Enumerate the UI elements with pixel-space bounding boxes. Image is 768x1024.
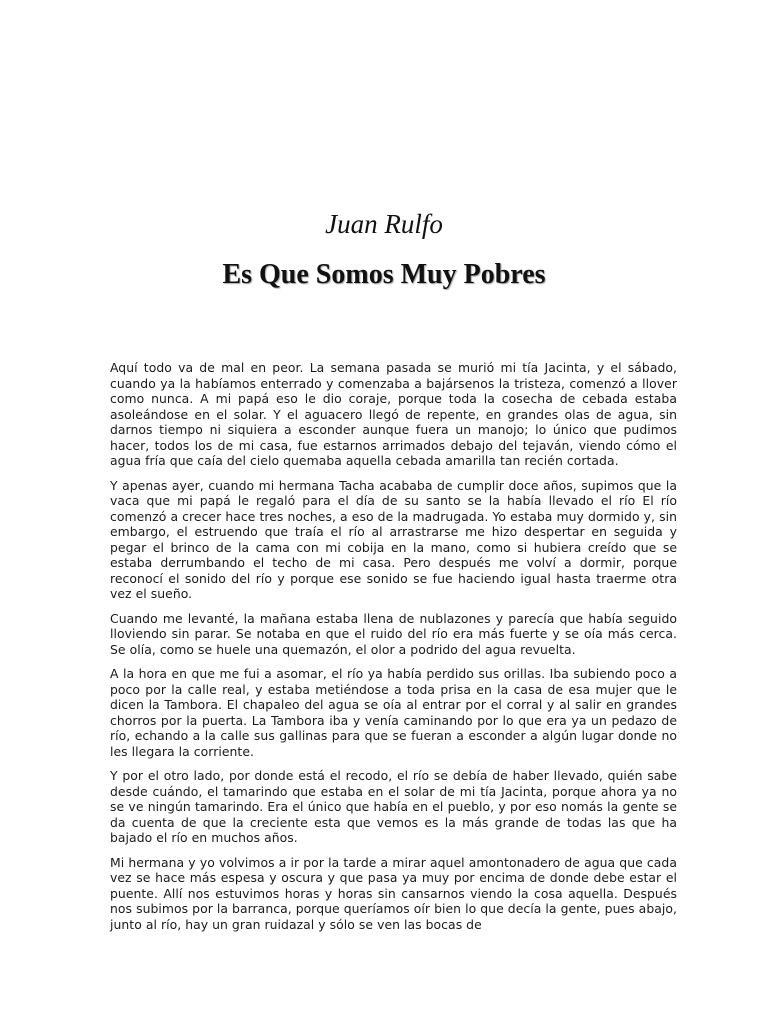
paragraph-3: Cuando me levanté, la mañana estaba llena de nublazones y parecía que había seguido lloviendo sin parar. Se notaba en que el ruido del río era más fuerte y se oía más cerca. Se olía, como se huele una quemazón, el olor a podrido del agua revuelta. xyxy=(110,610,677,657)
paragraph-5: Y por el otro lado, por donde está el recodo, el río se debía de haber llevado, quién sabe desde cuándo, el tamarindo que estaba en el solar de mi tía Jacinta, porque ahora ya no se ve ningún tamarindo. Era el único que había en el pueblo, y por eso nomás la gente se da cuenta de que la creciente esta que vemos es la más grande de todas las que ha bajado el río en muchos años. xyxy=(110,768,677,845)
paragraph-2: Y apenas ayer, cuando mi hermana Tacha acababa de cumplir doce años, supimos que la vaca que mi papá le regaló para el día de su santo se la había llevado el río El río comenzó a crecer hace tres noches, a eso de la madrugada. Yo estaba muy dormido y, sin embargo, el estruendo que traía el río al arrastrarse me hizo despertar en seguida y pegar el brinco de la cama con mi cobija en la mano, como si hubiera creído que se estaba derrumbando el techo de mi casa. Pero después me volví a dormir, porque reconocí el sonido del río y porque ese sonido se fue haciendo igual hasta traerme otra vez el sueño. xyxy=(110,477,677,601)
paragraph-6: Mi hermana y yo volvimos a ir por la tarde a mirar aquel amontonadero de agua que cada vez se hace más espesa y oscura y que pasa ya muy por encima de donde debe estar el puente. Allí nos estuvimos horas y horas sin cansarnos viendo la cosa aquella. Después nos subimos por la barranca, porque queríamos oír bien lo que decía la gente, pues abajo, junto al río, hay un gran ruidazal y sólo se ven las bocas de xyxy=(110,854,677,932)
author-name: Juan Rulfo xyxy=(325,209,443,239)
story-body xyxy=(110,360,677,932)
paragraph-4: A la hora en que me fui a asomar, el río ya había perdido sus orillas. Iba subiendo poco a poco por la calle real, y estaba metiéndose a toda prisa en la casa de esa mujer que le dicen la Tambora. El chapaleo del agua se oía al entrar por el corral y al salir en grandes chorros por la puerta. La Tambora iba y venía caminando por lo que era ya un pedazo de río, echando a la calle sus gallinas para que se fueran a esconder a algún lugar donde no les llegara la corriente. xyxy=(110,666,677,759)
story-title: Es Que Somos Muy Pobres xyxy=(222,259,546,290)
paragraph-1: Aquí todo va de mal en peor. La semana pasada se murió mi tía Jacinta, y el sábado, cuando ya la habíamos enterrado y comenzaba a bajársenos la tristeza, comenzó a llover como nunca. A mi papá eso le dio coraje, porque toda la cosecha de cebada estaba asoleándose en el solar. Y el aguacero llegó de repente, en grandes olas de agua, sin darnos tiempo ni siquiera a esconder aunque fuera un manojo; lo único que pudimos hacer, todos los de mi casa, fue estarnos arrimados debajo del tejaván, viendo cómo el agua fría que caía del cielo quemaba aquella cebada amarilla tan recién cortada. xyxy=(110,360,677,468)
